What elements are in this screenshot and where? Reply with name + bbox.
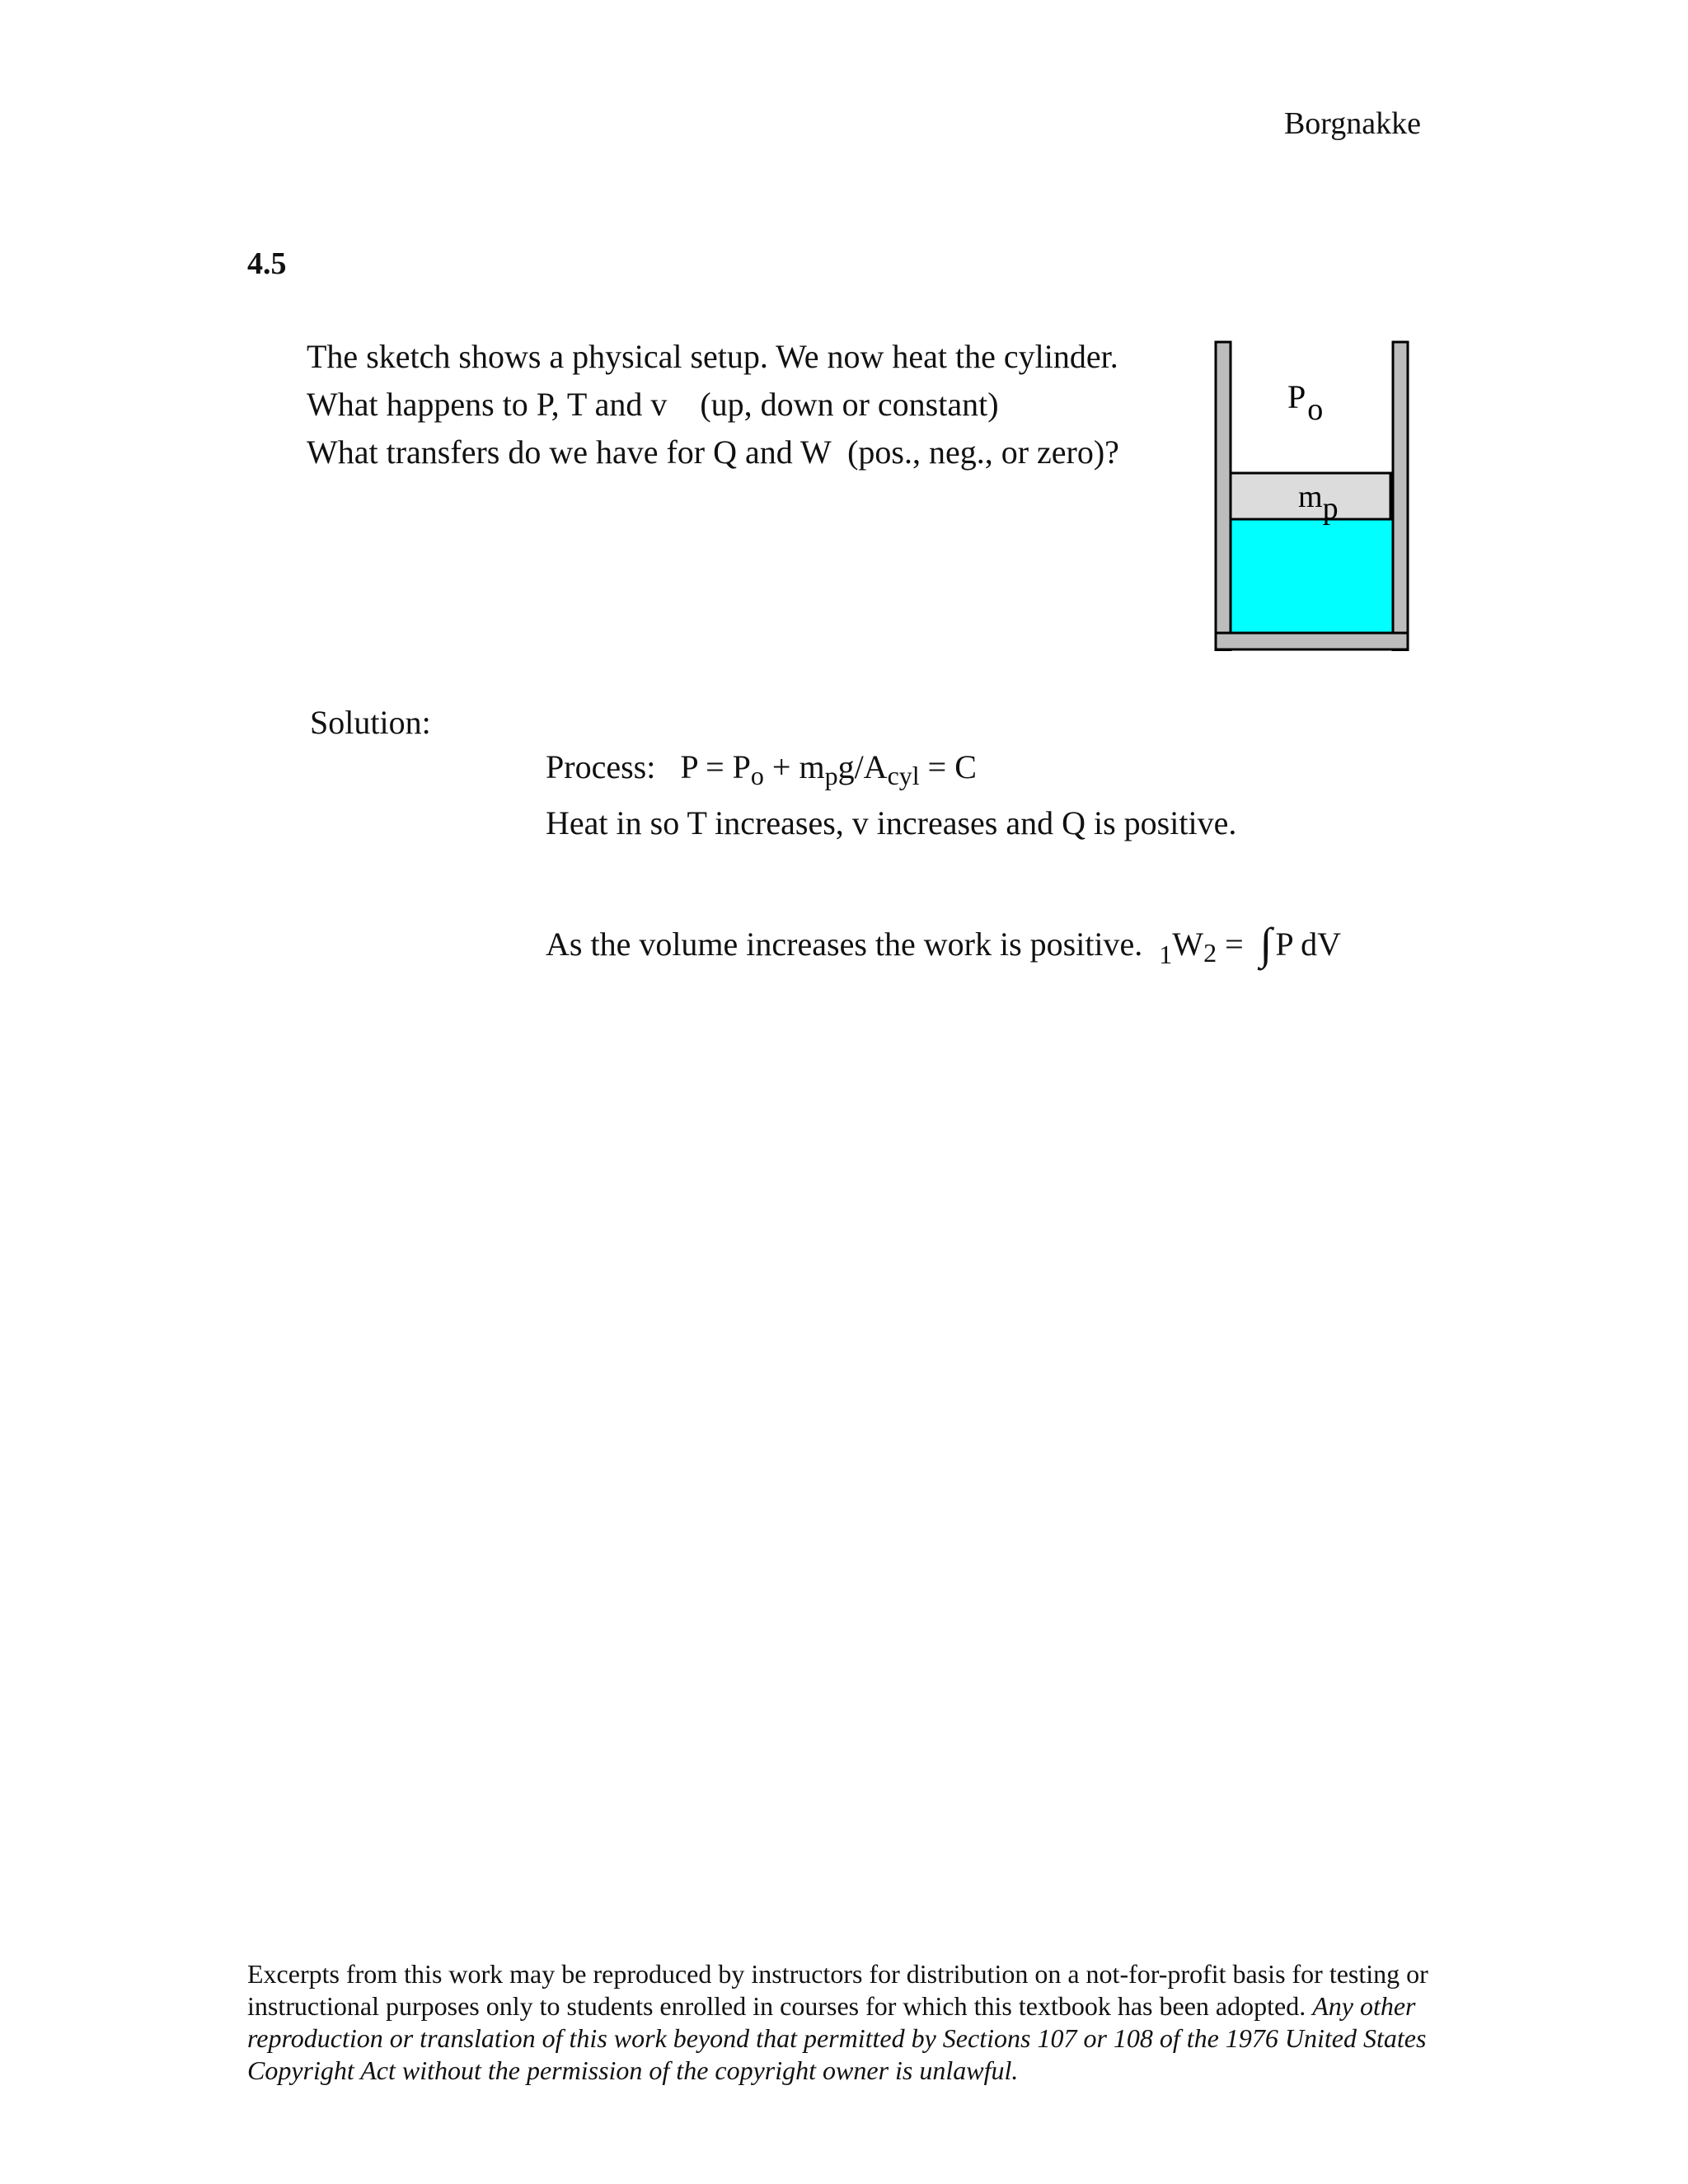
heat-statement: Heat in so T increases, v increases and Q is positive. xyxy=(546,804,1237,841)
process-equation: Process: $P = P_o + m_pg/A_{cyl} = C$ xyxy=(546,748,977,790)
piston-mass-label: mp xyxy=(1298,480,1339,526)
integral-sign: ∫ xyxy=(1259,919,1273,968)
question-line-1: The sketch shows a physical setup. We now heat the cylinder. xyxy=(307,338,1118,375)
question-line-3: What transfers do we have for Q and W (pos., neg., or zero)? xyxy=(307,434,1119,471)
question-text xyxy=(307,333,1119,476)
cylinder-left-wall xyxy=(1216,342,1231,651)
piston-cylinder-figure xyxy=(1212,338,1418,651)
cylinder-right-wall xyxy=(1393,342,1408,651)
copyright-footer: Excerpts from this work may be reproduced by instructors for distribution on a not-for-profit basis for testing or instructional purposes only to students enrolled in courses for which this textbook has been adopted. Any other reproduction or translation of this work beyond that permitted by Sections 107 or 108 of the 1976 United States Copyright Act without the permission of the copyright owner is unlawful. xyxy=(247,1959,1428,2085)
cylinder-bottom xyxy=(1216,633,1408,649)
cylinder-fluid xyxy=(1231,519,1393,633)
author-header: Borgnakke xyxy=(1283,106,1421,141)
work-statement: As the volume increases the work is positive. $_1W_2$ = ∫ P dV xyxy=(546,919,1342,969)
question-line-2: What happens to P, T and v (up, down or constant) xyxy=(307,386,999,423)
solution-label: Solution: xyxy=(310,704,431,741)
problem-number: 4.5 xyxy=(247,246,287,281)
ambient-pressure-label: Po xyxy=(1287,378,1324,427)
